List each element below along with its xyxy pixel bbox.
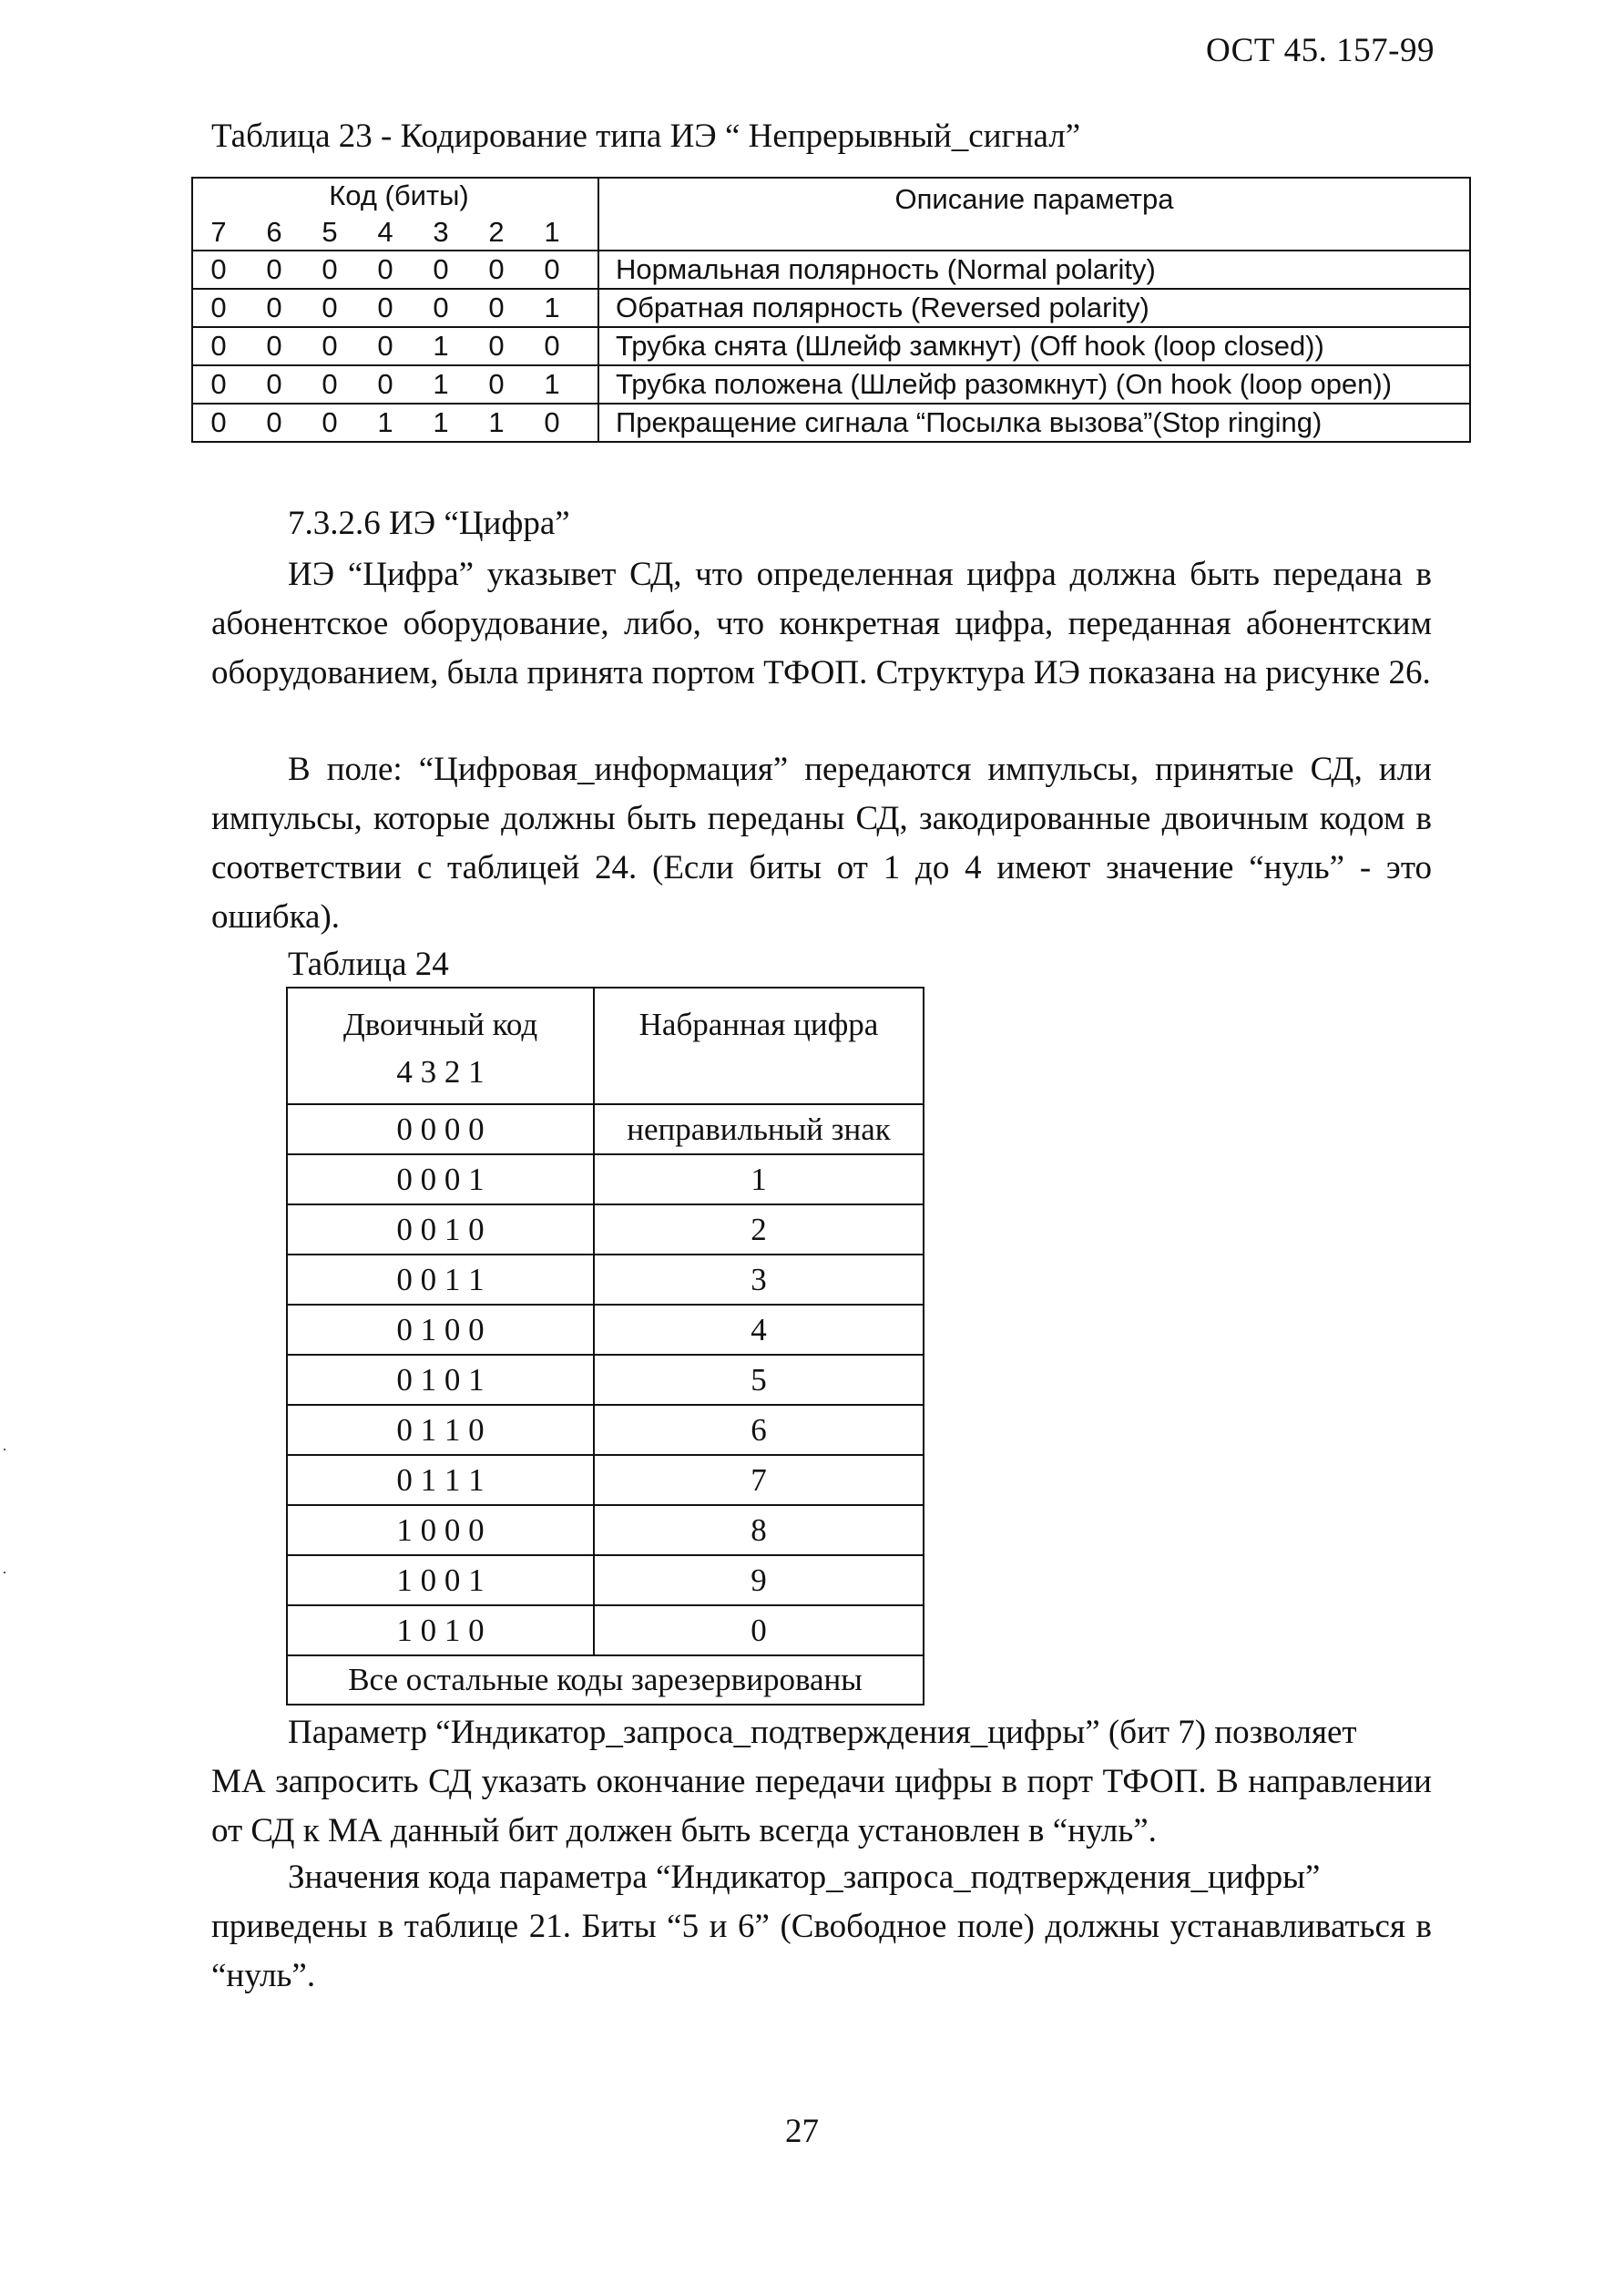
paragraph-confirmation-indicator xyxy=(211,1708,1432,1856)
parameter-description: Трубка положена (Шлейф разомкнут) (On hook (loop open)) xyxy=(598,365,1470,404)
table-24-row xyxy=(287,1455,924,1505)
bit-order-subheader: 4 3 2 1 xyxy=(396,1054,485,1090)
binary-code-cell: 0 1 0 1 xyxy=(287,1355,594,1405)
dialed-digit-cell: 5 xyxy=(594,1355,924,1405)
bit-value: 0 xyxy=(488,292,505,323)
dialed-digit-cell: 0 xyxy=(594,1605,924,1655)
bit-value: 0 xyxy=(210,406,227,438)
binary-code-cell: 1 0 1 0 xyxy=(287,1605,594,1655)
table-23-bit-numbers xyxy=(200,215,598,250)
paragraph-4-first-line: Значения кода параметра “Индикатор_запроса_подтверждения_цифры” xyxy=(288,1859,1321,1896)
bit-value: 0 xyxy=(377,253,393,285)
bit-value: 0 xyxy=(210,292,227,323)
bit-value: 1 xyxy=(544,292,560,323)
bit-value: 0 xyxy=(322,292,338,323)
dialed-digit-cell: 4 xyxy=(594,1305,924,1355)
table-23-code-header: Код (биты) xyxy=(329,179,469,211)
bit-number: 1 xyxy=(544,216,560,248)
bit-value: 0 xyxy=(377,330,393,362)
document-id: ОСТ 45. 157-99 xyxy=(1205,32,1435,69)
paragraph-indicator-values xyxy=(211,1853,1432,2001)
table-24-row xyxy=(287,1605,924,1655)
bit-value: 0 xyxy=(322,330,338,362)
table-24-caption: Таблица 24 xyxy=(288,946,449,983)
bit-value: 0 xyxy=(544,253,560,285)
bit-value: 1 xyxy=(433,406,449,438)
table-23-row xyxy=(192,365,1470,404)
binary-code-cell: 0 1 0 0 xyxy=(287,1305,594,1355)
binary-code-cell: 0 1 1 1 xyxy=(287,1455,594,1505)
table-23-row xyxy=(192,289,1470,327)
bit-value: 0 xyxy=(210,330,227,362)
table-23-header-row xyxy=(192,178,1470,251)
table-24-row xyxy=(287,1104,924,1154)
bit-code-cell xyxy=(192,404,598,442)
parameter-description: Нормальная полярность (Normal polarity) xyxy=(598,251,1470,289)
binary-code-cell: 0 0 1 1 xyxy=(287,1255,594,1305)
table-23-code-header-cell xyxy=(192,178,598,251)
section-heading: 7.3.2.6 ИЭ “Цифра” xyxy=(288,505,570,542)
bit-number: 4 xyxy=(377,216,393,248)
bit-code-cell xyxy=(192,289,598,327)
binary-code-header: Двоичный код xyxy=(342,1007,538,1042)
bit-value: 0 xyxy=(210,253,227,285)
bit-value: 0 xyxy=(322,368,338,400)
bit-value: 1 xyxy=(433,330,449,362)
parameter-description: Обратная полярность (Reversed polarity) xyxy=(598,289,1470,327)
table-24-row xyxy=(287,1355,924,1405)
dialed-digit-cell: 7 xyxy=(594,1455,924,1505)
table-24-header-row xyxy=(287,988,924,1104)
binary-code-cell: 1 0 0 1 xyxy=(287,1555,594,1605)
binary-code-cell: 0 0 0 1 xyxy=(287,1154,594,1204)
dialed-digit-cell: 9 xyxy=(594,1555,924,1605)
table-24-row xyxy=(287,1405,924,1455)
bit-code-cell xyxy=(192,251,598,289)
bit-number: 6 xyxy=(266,216,282,248)
table-24-footer-row xyxy=(287,1655,924,1705)
table-24-row xyxy=(287,1555,924,1605)
bit-value: 0 xyxy=(433,253,449,285)
bit-value: 0 xyxy=(266,368,282,400)
scan-mark xyxy=(4,1449,5,1450)
bit-value: 0 xyxy=(488,330,505,362)
table-24-row xyxy=(287,1255,924,1305)
bit-value: 0 xyxy=(488,368,505,400)
page-number: 27 xyxy=(785,2113,819,2150)
dialed-digit-cell: неправильный знак xyxy=(594,1104,924,1154)
bit-value: 0 xyxy=(544,406,560,438)
dialed-digit-cell: 1 xyxy=(594,1154,924,1204)
bit-code-cell xyxy=(192,327,598,365)
table-23 xyxy=(191,177,1471,443)
dialed-digit-cell: 3 xyxy=(594,1255,924,1305)
bit-number: 2 xyxy=(488,216,505,248)
bit-value: 0 xyxy=(322,406,338,438)
bit-value: 0 xyxy=(266,330,282,362)
paragraph-digital-info-field: В поле: “Цифровая_информация” передаются импульсы, принятые СД, или импульсы, которые должны быть переданы СД, закодированные двоичным кодом в соответствии с таблицей 24. (Если биты от 1 до 4 имеют значение “нуль” - это ошибка). xyxy=(211,751,1432,936)
paragraph-digit-description: ИЭ “Цифра” указывет СД, что определенная цифра должна быть передана в абонентское оборудование, либо, что конкретная цифра, переданная абонентским оборудованием, была принята портом ТФОП. Структура ИЭ показана на рисунке 26. xyxy=(211,556,1432,691)
paragraph-4-rest: приведены в таблице 21. Биты “5 и 6” (Свободное поле) должны устанавливаться в “нуль”. xyxy=(211,1908,1432,1994)
bit-number: 5 xyxy=(322,216,338,248)
table-24-row xyxy=(287,1154,924,1204)
scan-mark xyxy=(4,1572,5,1573)
bit-number: 7 xyxy=(210,216,227,248)
bit-value: 0 xyxy=(433,292,449,323)
parameter-description: Прекращение сигнала “Посылка вызова”(Stop ringing) xyxy=(598,404,1470,442)
bit-value: 0 xyxy=(210,368,227,400)
reserved-codes-note: Все остальные коды зарезервированы xyxy=(287,1655,924,1705)
binary-code-cell: 1 0 0 0 xyxy=(287,1505,594,1555)
bit-value: 1 xyxy=(377,406,393,438)
table-23-desc-header: Описание параметра xyxy=(598,178,1470,251)
dialed-digit-cell: 8 xyxy=(594,1505,924,1555)
binary-code-cell: 0 0 1 0 xyxy=(287,1204,594,1255)
bit-value: 0 xyxy=(266,406,282,438)
paragraph-3-first-line: Параметр “Индикатор_запроса_подтверждения_цифры” (бит 7) позволяет xyxy=(288,1714,1357,1751)
bit-value: 0 xyxy=(377,292,393,323)
bit-value: 0 xyxy=(266,253,282,285)
bit-number: 3 xyxy=(433,216,449,248)
table-24-row xyxy=(287,1305,924,1355)
bit-code-cell xyxy=(192,365,598,404)
bit-value: 0 xyxy=(322,253,338,285)
table-24-col2-header: Набранная цифра xyxy=(594,988,924,1104)
dialed-digit-cell: 6 xyxy=(594,1405,924,1455)
table-23-caption: Таблица 23 - Кодирование типа ИЭ “ Непрерывный_сигнал” xyxy=(211,118,1081,155)
binary-code-cell: 0 0 0 0 xyxy=(287,1104,594,1154)
table-24-col1-header xyxy=(287,988,594,1104)
bit-value: 1 xyxy=(433,368,449,400)
bit-value: 0 xyxy=(544,330,560,362)
parameter-description: Трубка снята (Шлейф замкнут) (Off hook (loop closed)) xyxy=(598,327,1470,365)
table-23-row xyxy=(192,251,1470,289)
table-23-row xyxy=(192,404,1470,442)
paragraph-3-rest: МА запросить СД указать окончание передачи цифры в порт ТФОП. В направлении от СД к МА данный бит должен быть всегда установлен в “нуль”. xyxy=(211,1763,1432,1849)
bit-value: 0 xyxy=(266,292,282,323)
bit-value: 1 xyxy=(544,368,560,400)
table-23-row xyxy=(192,327,1470,365)
table-24 xyxy=(286,987,924,1706)
bit-value: 0 xyxy=(377,368,393,400)
dialed-digit-cell: 2 xyxy=(594,1204,924,1255)
table-24-row xyxy=(287,1505,924,1555)
binary-code-cell: 0 1 1 0 xyxy=(287,1405,594,1455)
bit-value: 1 xyxy=(488,406,505,438)
bit-value: 0 xyxy=(488,253,505,285)
table-24-row xyxy=(287,1204,924,1255)
